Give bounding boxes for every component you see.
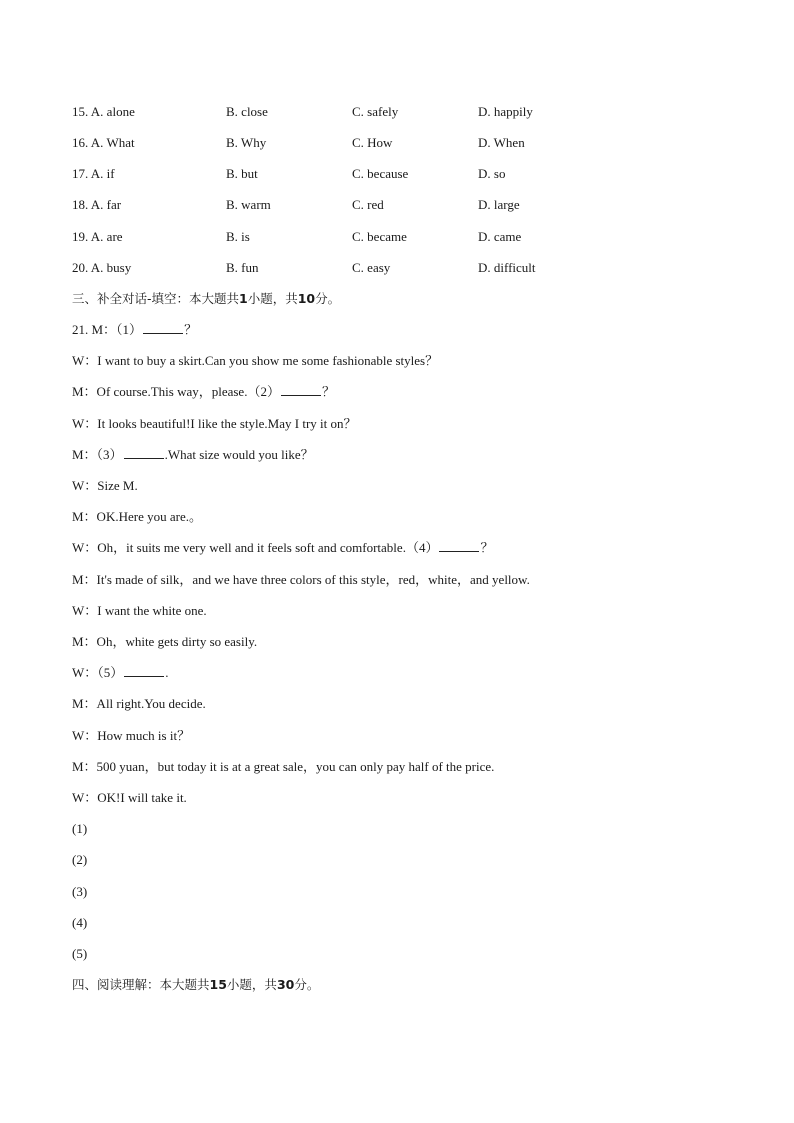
- question-17-option-b: B. but: [226, 166, 258, 181]
- dialogue-line: [72, 322, 197, 338]
- question-18-option-a: [72, 197, 121, 213]
- question-19-option-c: C. became: [352, 229, 407, 244]
- question-16-option-b: B. Why: [226, 135, 267, 150]
- question-20-option-a: [72, 260, 131, 276]
- question-number: 15.: [72, 104, 89, 119]
- section-3-suffix: 分。: [315, 291, 341, 306]
- dialogue-text: M：Oh，white gets dirty so easily.: [72, 634, 258, 649]
- question-number: 16.: [72, 135, 89, 150]
- section-4-mid: 小题，共: [226, 977, 277, 992]
- fill-in-blank[interactable]: [281, 384, 321, 396]
- question-15-option-c: C. safely: [352, 104, 399, 119]
- dialogue-line: [72, 478, 138, 494]
- question-18-option-b: B. warm: [226, 197, 271, 212]
- dialogue-text-after-blank: ？: [480, 540, 494, 555]
- answer-line-4[interactable]: (4): [72, 915, 88, 930]
- dialogue-line: [72, 728, 190, 744]
- option-text: A. What: [90, 135, 135, 150]
- question-20-option-d: D. difficult: [478, 260, 536, 275]
- dialogue-text-after-blank: .: [165, 665, 169, 680]
- answer-line-3[interactable]: (3): [72, 884, 88, 899]
- dialogue-text: M：Of course.This way，please.（2）: [72, 384, 280, 399]
- dialogue-text: W：（5）: [72, 665, 124, 680]
- dialogue-line: [72, 509, 202, 525]
- question-15-option-d: D. happily: [478, 104, 533, 119]
- dialogue-line: [72, 572, 530, 588]
- question-17-option-c: C. because: [352, 166, 409, 181]
- question-16-option-c: C. How: [352, 135, 393, 150]
- dialogue-text: M：500 yuan，but today it is at a great sale，you can only pay half of the price.: [72, 759, 495, 774]
- section-4-suffix: 分。: [294, 977, 320, 992]
- dialogue-line: [72, 540, 493, 556]
- question-19-option-d: D. came: [478, 229, 522, 244]
- dialogue-text-after-blank: ？: [184, 322, 198, 337]
- section-4-prefix: 四、阅读理解：本大题共: [72, 977, 210, 992]
- option-text: A. busy: [90, 260, 132, 275]
- fill-in-blank[interactable]: [143, 322, 183, 334]
- dialogue-text: M：All right.You decide.: [72, 696, 206, 711]
- dialogue-line: [72, 353, 438, 369]
- question-number: 17.: [72, 166, 89, 181]
- question-17-option-d: D. so: [478, 166, 506, 181]
- question-15-option-b: B. close: [226, 104, 268, 119]
- question-number: 19.: [72, 229, 89, 244]
- section-3-score: 10: [297, 291, 316, 306]
- section-3-prefix: 三、补全对话-填空：本大题共: [72, 291, 240, 306]
- dialogue-line: [72, 634, 257, 650]
- option-text: A. are: [90, 229, 123, 244]
- question-15-option-a: [72, 104, 135, 120]
- question-17-option-a: [72, 166, 115, 182]
- question-18-option-d: D. large: [478, 197, 520, 212]
- dialogue-text: W：I want the white one.: [72, 603, 207, 618]
- dialogue-line: [72, 447, 314, 463]
- dialogue-text-after-blank: .What size would you like？: [164, 447, 314, 462]
- dialogue-text: W：I want to buy a skirt.Can you show me some fashionable styles？: [72, 353, 439, 368]
- dialogue-text: W：It looks beautiful!I like the style.May I try it on？: [72, 416, 357, 431]
- question-18-option-c: C. red: [352, 197, 384, 212]
- question-number: 20.: [72, 260, 89, 275]
- dialogue-text: M：It's made of silk，and we have three colors of this style，red，white，and yellow.: [72, 572, 530, 587]
- dialogue-text: W：How much is it？: [72, 728, 191, 743]
- dialogue-text-after-blank: ？: [321, 384, 335, 399]
- dialogue-text: W：Size M.: [72, 478, 138, 493]
- dialogue-line: [72, 603, 207, 619]
- question-20-option-b: B. fun: [226, 260, 259, 275]
- dialogue-text: W：Oh，it suits me very well and it feels soft and comfortable.（4）: [72, 540, 439, 555]
- dialogue-line: [72, 696, 206, 712]
- section-3-mid: 小题，共: [247, 291, 298, 306]
- fill-in-blank[interactable]: [439, 540, 479, 552]
- dialogue-text: 21. M：（1）: [72, 322, 143, 337]
- question-19-option-a: [72, 229, 123, 245]
- dialogue-line: [72, 665, 169, 681]
- section-3-count: 1: [239, 291, 248, 306]
- section-3-heading: [72, 291, 340, 307]
- question-20-option-c: C. easy: [352, 260, 391, 275]
- answer-line-5[interactable]: (5): [72, 946, 88, 961]
- dialogue-text: M：（3）: [72, 447, 123, 462]
- dialogue-line: [72, 416, 357, 432]
- answer-line-1[interactable]: (1): [72, 821, 88, 836]
- answer-line-2[interactable]: (2): [72, 852, 88, 867]
- dialogue-text: W：OK!I will take it.: [72, 790, 187, 805]
- dialogue-line: [72, 384, 335, 400]
- option-text: A. alone: [90, 104, 135, 119]
- fill-in-blank[interactable]: [124, 447, 164, 459]
- section-4-count: 15: [209, 977, 227, 992]
- question-16-option-d: D. When: [478, 135, 525, 150]
- option-text: A. far: [90, 197, 122, 212]
- dialogue-line: [72, 759, 494, 775]
- section-4-score: 30: [276, 977, 295, 992]
- dialogue-line: [72, 790, 187, 806]
- option-text: A. if: [90, 166, 115, 181]
- section-4-heading: [72, 977, 319, 993]
- fill-in-blank[interactable]: [124, 665, 164, 677]
- question-19-option-b: B. is: [226, 229, 250, 244]
- question-16-option-a: [72, 135, 135, 151]
- dialogue-text: M：OK.Here you are.。: [72, 509, 202, 524]
- question-number: 18.: [72, 197, 89, 212]
